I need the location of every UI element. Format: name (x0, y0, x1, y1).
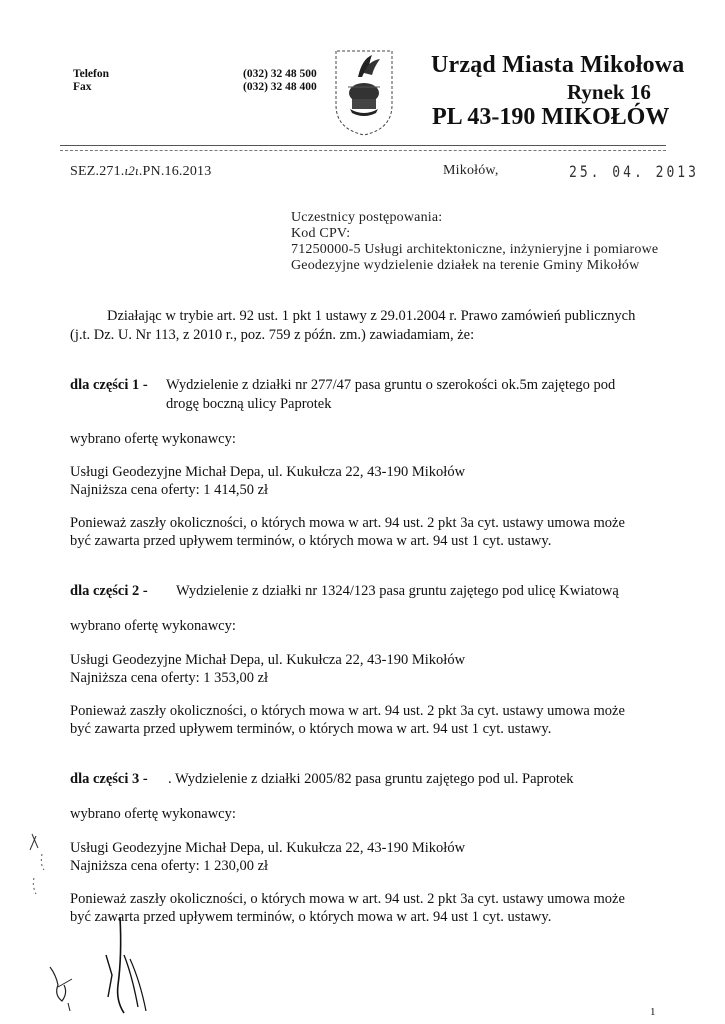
part-1-label: dla części 1 - (70, 377, 148, 393)
part-2-price: Najniższa cena oferty: 1 353,00 zł (70, 670, 269, 686)
part-2-note-cont: być zawarta przed upływem terminów, o których mowa w art. 94 ust 1 cyt. ustawy. (70, 721, 552, 737)
part-3-note: Ponieważ zaszły okoliczności, o których mowa w art. 94 ust. 2 pkt 3a cyt. ustawy umowa może (70, 891, 625, 907)
addressee-line-2: Kod CPV: (291, 226, 351, 241)
part-1-note-cont: być zawarta przed upływem terminów, o których mowa w art. 94 ust 1 cyt. ustawy. (70, 533, 552, 549)
addressee-line-3: 71250000-5 Usługi architektoniczne, inżynieryjne i pomiarowe (291, 242, 659, 257)
part-1-note: Ponieważ zaszły okoliczności, o których mowa w art. 94 ust. 2 pkt 3a cyt. ustawy umowa może (70, 515, 625, 531)
signature-icon (28, 915, 158, 1015)
part-3-price: Najniższa cena oferty: 1 230,00 zł (70, 858, 269, 874)
intro-line-1: Działając w trybie art. 92 ust. 1 pkt 1 ustawy z 29.01.2004 r. Prawo zamówień publicznych (107, 308, 636, 324)
office-name: Urząd Miasta Mikołowa (431, 52, 685, 78)
intro-line-2: (j.t. Dz. U. Nr 113, z 2010 r., poz. 759 z późn. zm.) zawiadamiam, że: (70, 327, 475, 343)
header-rule-secondary (60, 150, 666, 151)
part-3-title: . Wydzielenie z działki 2005/82 pasa gruntu zajętego pod ul. Paprotek (168, 771, 574, 787)
addressee-line-4: Geodezyjne wydzielenie działek na terenie Gminy Mikołów (291, 258, 640, 273)
fax-value: (032) 32 48 400 (243, 81, 317, 93)
part-2-title: Wydzielenie z działki nr 1324/123 pasa gruntu zajętego pod ulicę Kwiatową (176, 583, 619, 599)
fax-label: Fax (73, 81, 92, 93)
addressee-line-1: Uczestnicy postępowania: (291, 210, 443, 225)
part-3-contractor: Usługi Geodezyjne Michał Depa, ul. Kukułcza 22, 43-190 Mikołów (70, 840, 466, 856)
part-1-title-cont: drogę boczną ulicy Paprotek (166, 396, 332, 412)
part-3-note-cont: być zawarta przed upływem terminów, o których mowa w art. 94 ust 1 cyt. ustawy. (70, 909, 552, 925)
part-3-label: dla części 3 - (70, 771, 148, 787)
part-3-chosen: wybrano ofertę wykonawcy: (70, 806, 236, 822)
office-city: PL 43-190 MIKOŁÓW (432, 104, 670, 130)
part-2-chosen: wybrano ofertę wykonawcy: (70, 618, 236, 634)
phone-label: Telefon (73, 68, 109, 80)
date-stamp: 25. 04. 2013 (569, 163, 699, 182)
reference-number: SEZ.271.ι2ι.PN.16.2013 (70, 163, 212, 179)
place-label: Mikołów, (443, 163, 499, 178)
margin-annotation (14, 830, 54, 900)
part-2-label: dla części 2 - (70, 583, 148, 599)
part-1-chosen: wybrano ofertę wykonawcy: (70, 431, 236, 447)
page-number: 1 (650, 1006, 656, 1018)
office-street: Rynek 16 (567, 80, 651, 104)
part-2-note: Ponieważ zaszły okoliczności, o których mowa w art. 94 ust. 2 pkt 3a cyt. ustawy umowa może (70, 703, 625, 719)
header-rule (60, 145, 666, 146)
part-2-contractor: Usługi Geodezyjne Michał Depa, ul. Kukułcza 22, 43-190 Mikołów (70, 652, 466, 668)
phone-value: (032) 32 48 500 (243, 68, 317, 80)
part-1-title: Wydzielenie z działki nr 277/47 pasa gruntu o szerokości ok.5m zajętego pod (166, 377, 616, 393)
part-1-contractor: Usługi Geodezyjne Michał Depa, ul. Kukułcza 22, 43-190 Mikołów (70, 464, 466, 480)
part-1-price: Najniższa cena oferty: 1 414,50 zł (70, 482, 269, 498)
coat-of-arms-icon (328, 47, 400, 139)
